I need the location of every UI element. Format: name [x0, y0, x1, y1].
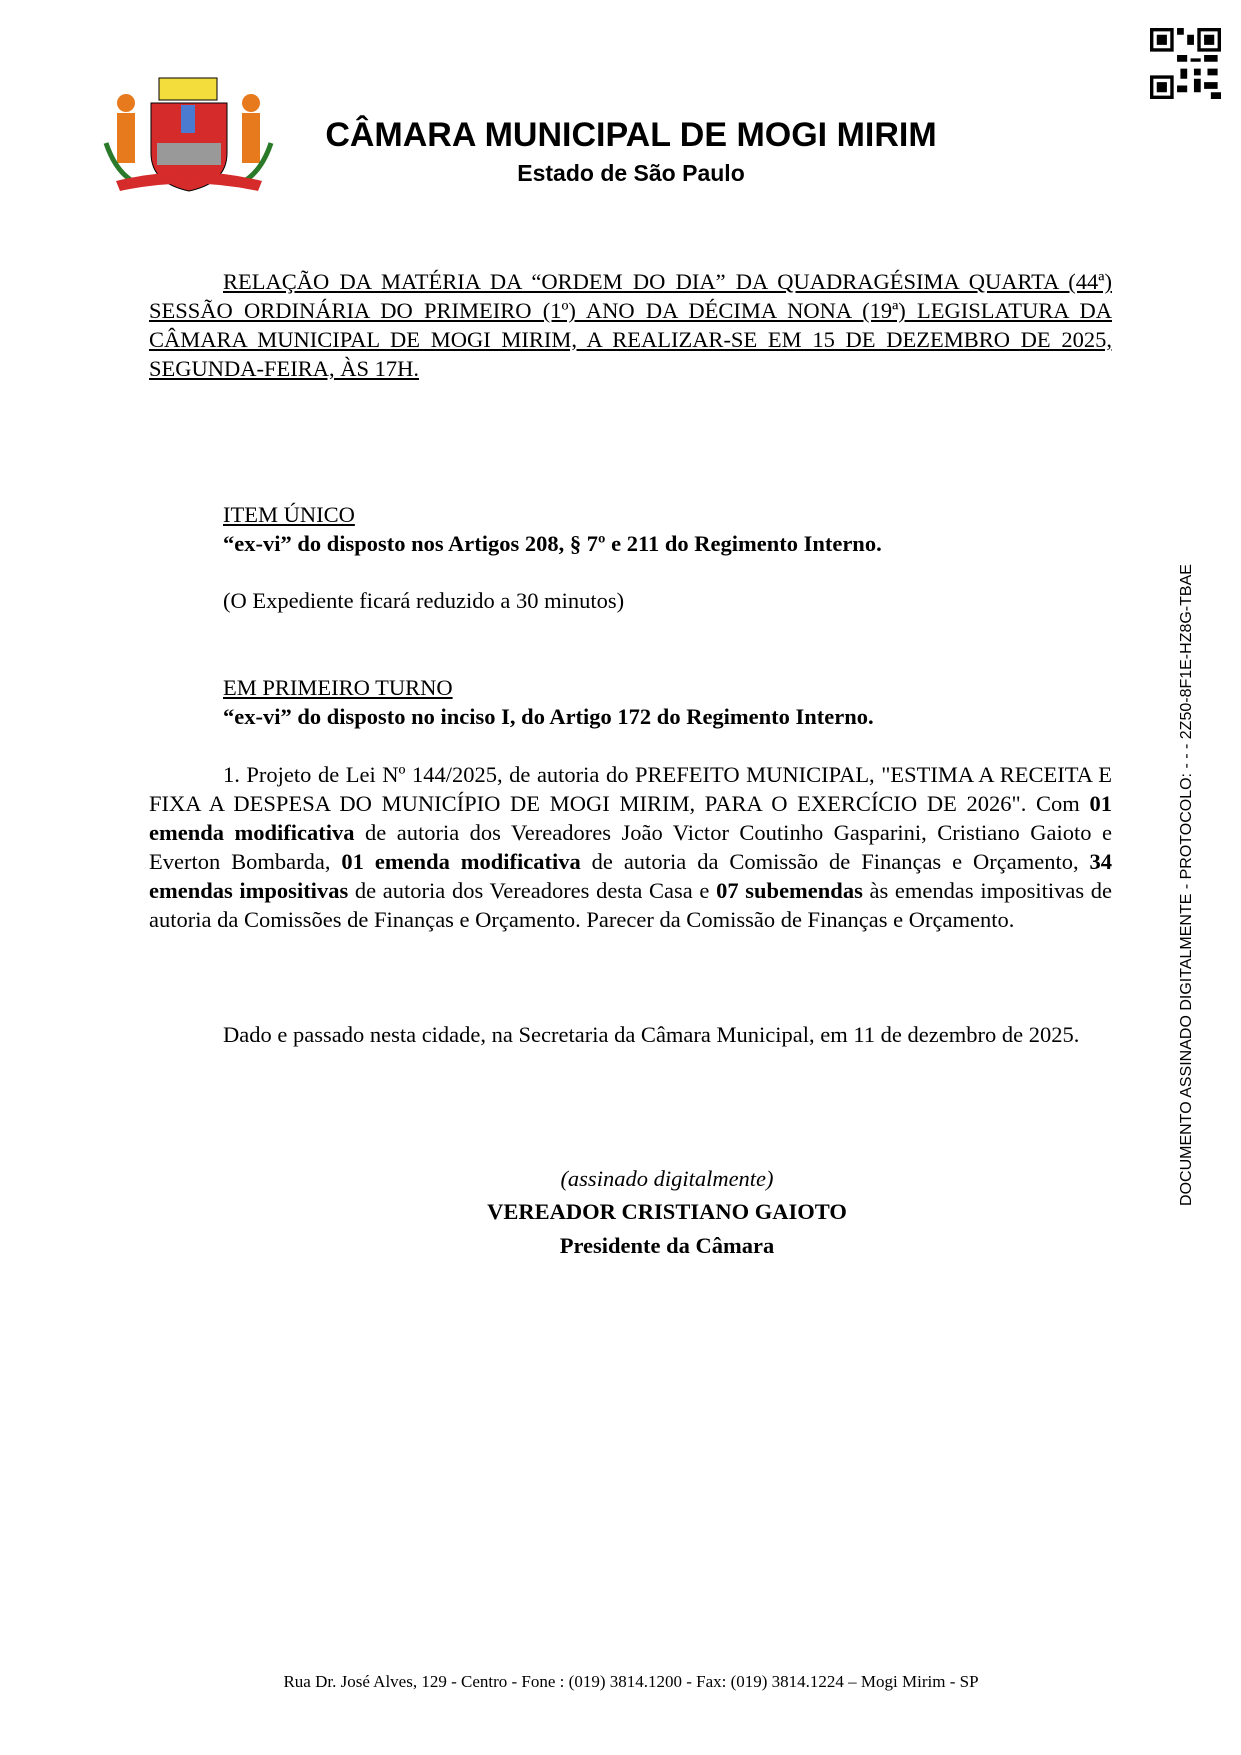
item-unico-title: ITEM ÚNICO — [223, 502, 355, 527]
item-text: 1. Projeto de Lei Nº 144/2025, de autoria do PREFEITO MUNICIPAL, "ESTIMA A RECEITA E FIXA A DESPESA DO MUNICÍPIO DE MOGI MIRIM, PARA O EXERCÍCIO DE 2026". Com — [149, 762, 1112, 816]
item-unico-note: (O Expediente ficará reduzido a 30 minutos) — [223, 588, 625, 613]
item-bold: 07 subemendas — [716, 878, 863, 903]
item-bold: 01 emenda modificativa — [341, 849, 581, 874]
signatory-role: Presidente da Câmara — [559, 1233, 775, 1258]
institution-title: CÂMARA MUNICIPAL DE MOGI MIRIM — [325, 116, 937, 154]
qr-code — [1150, 28, 1221, 99]
agenda-heading: RELAÇÃO DA MATÉRIA DA “ORDEM DO DIA” DA QUADRAGÉSIMA QUARTA (44ª) SESSÃO ORDINÁRIA DO PRIMEIRO (1º) ANO DA DÉCIMA NONA (19ª) LEGISLATURA DA CÂMARA MUNICIPAL DE MOGI MIRIM, A REALIZAR-SE EM 15 DE DEZEMBRO DE 2025, SEGUNDA-FEIRA, ÀS 17H. — [149, 269, 1112, 381]
primeiro-turno-basis: “ex-vi” do disposto no inciso I, do Artigo 172 do Regimento Interno. — [223, 704, 874, 729]
item-bold: 34 emendas impositivas — [149, 849, 1113, 903]
signatory-name: VEREADOR CRISTIANO GAIOTO — [487, 1199, 847, 1224]
digital-signature-stamp: DOCUMENTO ASSINADO DIGITALMENTE - PROTOCOLO: - - - 2Z50-8F1E-HZ8G-TBAE — [1178, 564, 1195, 1206]
item-text: de autoria da Comissão de Finanças e Orçamento, — [580, 849, 1090, 874]
item-unico-basis: “ex-vi” do disposto nos Artigos 208, § 7º e 211 do Regimento Interno. — [223, 531, 882, 556]
item-bold: 01 emenda modificativa — [149, 791, 1112, 845]
signature-note: (assinado digitalmente) — [560, 1166, 774, 1191]
primeiro-turno-title: EM PRIMEIRO TURNO — [223, 675, 453, 700]
closing-paragraph: Dado e passado nesta cidade, na Secretaria da Câmara Municipal, em 11 de dezembro de 2025. — [223, 1022, 1080, 1047]
institution-subtitle: Estado de São Paulo — [517, 160, 745, 186]
item-text: de autoria dos Vereadores desta Casa e — [348, 878, 717, 903]
agenda-item-1 — [149, 760, 1112, 934]
item-text: de autoria dos Vereadores João Victor Coutinho Gasparini, Cristiano Gaioto e Everton Bombarda, — [149, 820, 1112, 874]
footer-address: Rua Dr. José Alves, 129 - Centro - Fone : (019) 3814.1200 - Fax: (019) 3814.1224 – Mogi Mirim - SP — [283, 1672, 979, 1691]
item-text: às emendas impositivas de autoria da Comissões de Finanças e Orçamento. Parecer da Comissão de Finanças e Orçamento. — [149, 878, 1113, 932]
